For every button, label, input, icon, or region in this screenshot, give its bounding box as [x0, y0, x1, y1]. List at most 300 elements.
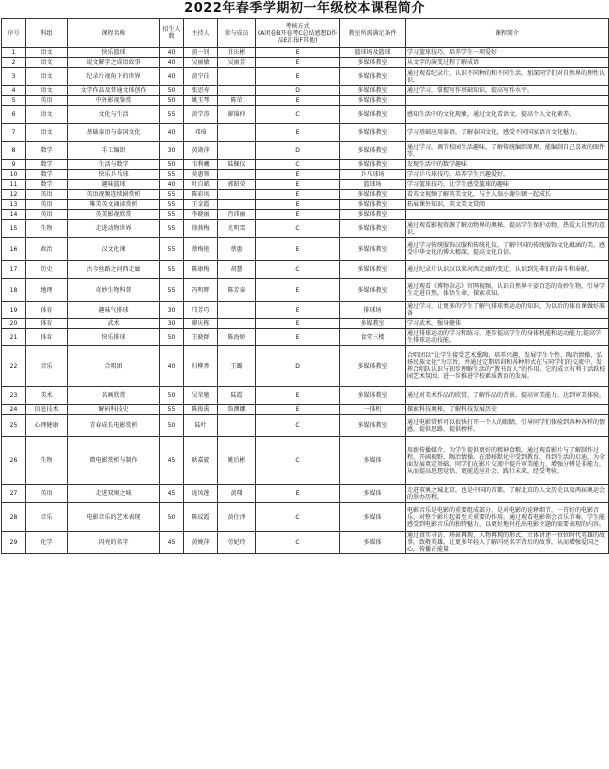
- cell-exam: C: [256, 220, 340, 238]
- cell-members: [218, 302, 256, 319]
- cell-room: 多媒教室: [340, 319, 406, 329]
- header-members: 参与成员: [218, 19, 256, 48]
- cell-intro: 学习篮球技巧，让学生感受篮球的趣味: [406, 180, 609, 190]
- cell-no: 20: [2, 319, 26, 329]
- cell-quota: 50: [160, 387, 184, 405]
- header-no: 序号: [2, 19, 26, 48]
- cell-room: 多媒体教室: [340, 415, 406, 437]
- cell-course: 古今丝路之河西走廊: [68, 261, 160, 279]
- cell-no: 24: [2, 405, 26, 415]
- cell-intro: 拓展课外知识，英文美文赏阅: [406, 200, 609, 210]
- cell-host: 陈彩凤: [184, 190, 218, 200]
- cell-members: 陈荣: [218, 96, 256, 106]
- cell-exam: E: [256, 485, 340, 503]
- cell-exam: C: [256, 261, 340, 279]
- cell-subject: 音乐: [26, 503, 68, 532]
- cell-no: 16: [2, 238, 26, 261]
- cell-exam: E: [256, 96, 340, 106]
- cell-quota: 55: [160, 238, 184, 261]
- cell-subject: 体育: [26, 329, 68, 346]
- cell-course: 武术: [68, 319, 160, 329]
- cell-course: 奇妙生物科普: [68, 279, 160, 302]
- cell-course: 快乐排球: [68, 329, 160, 346]
- cell-host: 耿嘉旋: [184, 437, 218, 485]
- cell-members: [218, 415, 256, 437]
- cell-no: 17: [2, 261, 26, 279]
- cell-members: 尤明雪: [218, 220, 256, 238]
- cell-course: 文化与生活: [68, 106, 160, 124]
- table-row: [2, 437, 609, 485]
- cell-exam: E: [256, 68, 340, 86]
- cell-host: 徐燕梅: [184, 220, 218, 238]
- cell-intro: 学习篮球技巧，培养学生一项爱好: [406, 48, 609, 58]
- cell-no: 26: [2, 437, 26, 485]
- cell-course: 闪亮的名字: [68, 532, 160, 554]
- cell-intro: 看英文视频了解英美文化，与主人翁小谢尔顿一起成长: [406, 190, 609, 200]
- cell-members: 詹濒娜: [218, 405, 256, 415]
- header-host: 主持人: [184, 19, 218, 48]
- cell-room: 多媒体教室: [340, 220, 406, 238]
- cell-room: 多媒体: [340, 503, 406, 532]
- cell-intro: 通过排球运动的学习和练习，逐步提高学生的身体机能和运动能力;提高学生排球运动技能。: [406, 329, 609, 346]
- cell-subject: 英语: [26, 200, 68, 210]
- cell-members: 吴丽芳: [218, 58, 256, 68]
- cell-exam: E: [256, 58, 340, 68]
- cell-exam: C: [256, 106, 340, 124]
- cell-no: 6: [2, 106, 26, 124]
- cell-room: 篮球场: [340, 180, 406, 190]
- table-row: [2, 58, 609, 68]
- cell-no: 4: [2, 86, 26, 96]
- cell-room: 乒乓球场: [340, 170, 406, 180]
- cell-host: 蔡梅艳: [184, 238, 218, 261]
- cell-subject: 美术: [26, 387, 68, 405]
- cell-no: 28: [2, 503, 26, 532]
- cell-exam: E: [256, 405, 340, 415]
- cell-course: 说文解字之成语故事: [68, 58, 160, 68]
- cell-intro: [406, 96, 609, 106]
- cell-no: 2: [2, 58, 26, 68]
- cell-no: 5: [2, 96, 26, 106]
- cell-quota: 30: [160, 142, 184, 160]
- cell-host: 归柳香: [184, 346, 218, 387]
- cell-members: [218, 170, 256, 180]
- table-row: [2, 238, 609, 261]
- cell-members: 陆佩仪: [218, 160, 256, 170]
- cell-host: 莫惠领: [184, 170, 218, 180]
- cell-room: 多媒体教室: [340, 124, 406, 142]
- cell-members: 陈海娇: [218, 329, 256, 346]
- cell-intro: 探索科技奥秘，了解科技发展历史: [406, 405, 609, 415]
- cell-no: 10: [2, 170, 26, 180]
- cell-room: 多媒体教室: [340, 210, 406, 220]
- cell-host: 王金霞: [184, 200, 218, 210]
- cell-room: 多媒体教室: [340, 142, 406, 160]
- cell-no: 29: [2, 532, 26, 554]
- cell-course: 生活与数学: [68, 160, 160, 170]
- cell-course: 电影音乐的艺术表现: [68, 503, 160, 532]
- cell-room: 多媒体: [340, 532, 406, 554]
- cell-intro: 从文字的演变过程了解成语: [406, 58, 609, 68]
- table-row: [2, 302, 609, 319]
- cell-quota: 30: [160, 302, 184, 319]
- cell-members: [218, 86, 256, 96]
- cell-subject: 语文: [26, 68, 68, 86]
- cell-subject: 数学: [26, 180, 68, 190]
- cell-course: 合唱团: [68, 346, 160, 387]
- cell-exam: D: [256, 346, 340, 387]
- cell-room: 多媒体: [340, 485, 406, 503]
- cell-course: 汉文化课: [68, 238, 160, 261]
- cell-room: 食堂三楼: [340, 329, 406, 346]
- cell-course: 趣味气排球: [68, 302, 160, 319]
- cell-no: 9: [2, 160, 26, 170]
- cell-members: 甘庆彬: [218, 48, 256, 58]
- cell-host: 吴丽敏: [184, 58, 218, 68]
- cell-quota: 55: [160, 200, 184, 210]
- cell-members: 郭昭荣: [218, 180, 256, 190]
- cell-course: 英美影视欣赏: [68, 210, 160, 220]
- cell-course: 纪录片视角下的世界: [68, 68, 160, 86]
- cell-host: 冯明辉: [184, 279, 218, 302]
- cell-host: 姚玉琴: [184, 96, 218, 106]
- cell-quota: 55: [160, 190, 184, 200]
- cell-host: 庞凤莲: [184, 485, 218, 503]
- cell-room: 多媒体教室: [340, 261, 406, 279]
- table-row: [2, 68, 609, 86]
- cell-host: 黄一钊: [184, 48, 218, 58]
- header-course: 课程名称: [68, 19, 160, 48]
- cell-intro: 通过对美术作品的欣赏，了解作品的背景，提高审美能力，达到审美体验。: [406, 387, 609, 405]
- table-header-row: [2, 19, 609, 48]
- cell-members: [218, 68, 256, 86]
- cell-course: 走进双奥之城: [68, 485, 160, 503]
- cell-room: 篮球场及篮球: [340, 48, 406, 58]
- cell-members: 陈芳泰: [218, 279, 256, 302]
- cell-course: 英语视频连续剧赏析: [68, 190, 160, 200]
- table-body: [2, 48, 609, 554]
- cell-intro: 通过学习，让更多的学生了解气排球类运动的知识，为以后的体育课做好准备: [406, 302, 609, 319]
- cell-members: 蔡惠: [218, 238, 256, 261]
- cell-subject: 心理健康: [26, 415, 68, 437]
- cell-no: 12: [2, 190, 26, 200]
- cell-host: 陆叶: [184, 415, 218, 437]
- cell-subject: 音乐: [26, 346, 68, 387]
- cell-exam: E: [256, 180, 340, 190]
- cell-exam: E: [256, 329, 340, 346]
- cell-intro: 通过真实寻访、场景再现、人物再现的形式，立体讲述一位位时代英雄的故事，致敬英雄，让更多年轻人了解闪亮名字背后的故事，从而增强爱国之心，传播正能量: [406, 532, 609, 554]
- table-row: [2, 415, 609, 437]
- cell-host: 陈玟霞: [184, 503, 218, 532]
- cell-subject: 英语: [26, 190, 68, 200]
- cell-intro: 通过观看《博物杂志》官网视频，认识自然界千姿百态的奇妙生物，引导学生走进自然，体悟生命，探索求知。: [406, 279, 609, 302]
- cell-host: 黄勋萍: [184, 142, 218, 160]
- cell-members: 王璐: [218, 346, 256, 387]
- cell-no: 15: [2, 220, 26, 238]
- cell-quota: 55: [160, 220, 184, 238]
- page-title: 2022年春季学期初一年级校本课程简介: [184, 1, 425, 16]
- cell-exam: E: [256, 48, 340, 58]
- cell-intro: 通过观看影视资源了解动物界的奥秘，提高学生保护动物、热爱大自然的意识。: [406, 220, 609, 238]
- cell-host: 陈俊禹: [184, 405, 218, 415]
- cell-no: 7: [2, 124, 26, 142]
- cell-course: 趣味篮球: [68, 180, 160, 190]
- table-row: [2, 485, 609, 503]
- cell-quota: 40: [160, 124, 184, 142]
- cell-members: 胡慧: [218, 261, 256, 279]
- cell-subject: 语文: [26, 58, 68, 68]
- cell-members: [218, 319, 256, 329]
- cell-course: 走进动物世界: [68, 220, 160, 238]
- cell-subject: 语文: [26, 106, 68, 124]
- cell-quota: 50: [160, 160, 184, 170]
- cell-room: 多媒体教室: [340, 106, 406, 124]
- cell-host: 廖庆栋: [184, 319, 218, 329]
- cell-quota: 50: [160, 86, 184, 96]
- cell-intro: 发现生活中的数学趣味: [406, 160, 609, 170]
- cell-course: 名画欣赏: [68, 387, 160, 405]
- cell-course: 快乐篮球: [68, 48, 160, 58]
- cell-host: 黄婉萍: [184, 532, 218, 554]
- course-table: [1, 18, 609, 554]
- cell-intro: 通过学习，调节校园生活趣味，了解传统编织原理，能编制自己喜欢的图件等。: [406, 142, 609, 160]
- cell-quota: 50: [160, 329, 184, 346]
- table-row: [2, 503, 609, 532]
- cell-subject: 生物: [26, 220, 68, 238]
- table-row: [2, 48, 609, 58]
- cell-subject: 语文: [26, 124, 68, 142]
- cell-quota: 50: [160, 415, 184, 437]
- table-row: [2, 124, 609, 142]
- cell-room: 多媒体教室: [340, 200, 406, 210]
- cell-no: 27: [2, 485, 26, 503]
- cell-quota: 40: [160, 48, 184, 58]
- cell-room: 多媒体教室: [340, 279, 406, 302]
- cell-host: 叶自斌: [184, 180, 218, 190]
- cell-quota: 40: [160, 346, 184, 387]
- cell-no: 8: [2, 142, 26, 160]
- cell-intro: 学习乒乓球技巧，培养学生兴趣爱好。: [406, 170, 609, 180]
- cell-intro: 通过观看纪录片，认识不同种的和不同生活，加深同学们对自然界的理性认识。: [406, 68, 609, 86]
- cell-room: 多媒体: [340, 437, 406, 485]
- cell-quota: 40: [160, 68, 184, 86]
- cell-room: 排球场: [340, 302, 406, 319]
- table-row: [2, 405, 609, 415]
- cell-no: 1: [2, 48, 26, 58]
- cell-members: 劳妃玲: [218, 532, 256, 554]
- cell-host: 黄学涛: [184, 106, 218, 124]
- cell-host: 邝芳巧: [184, 302, 218, 319]
- cell-course: 文学作品及普通文体创作: [68, 86, 160, 96]
- table-row: [2, 532, 609, 554]
- cell-members: 廖锦仲: [218, 106, 256, 124]
- cell-quota: 55: [160, 261, 184, 279]
- cell-quota: 50: [160, 503, 184, 532]
- cell-exam: E: [256, 238, 340, 261]
- table-row: [2, 96, 609, 106]
- cell-room: 一体机: [340, 405, 406, 415]
- table-row: [2, 190, 609, 200]
- cell-course: 青春成长电影赏析: [68, 415, 160, 437]
- cell-subject: 数学: [26, 142, 68, 160]
- cell-exam: C: [256, 437, 340, 485]
- cell-intro: 合唱团以“让学生接受艺术熏陶，培养兴趣，发展学生个性，陶冶情操，弘扬民族文化”为宗旨，并通过定期培训和各种形式在与同学们的交流中，发挥合唱队认识与初步理解生活的“教书育人”的作用。它的成立有利于活跃校园艺术氛围，进一步推进学校素质教育的发展。: [406, 346, 609, 387]
- cell-host: 李晓丽: [184, 210, 218, 220]
- cell-host: 黄宁佳: [184, 68, 218, 86]
- cell-host: 陈康梅: [184, 261, 218, 279]
- cell-course: 手工编织: [68, 142, 160, 160]
- table-row: [2, 180, 609, 190]
- cell-no: 11: [2, 180, 26, 190]
- cell-members: 肖沛丽: [218, 210, 256, 220]
- cell-exam: E: [256, 170, 340, 180]
- table-row: [2, 200, 609, 210]
- cell-no: 14: [2, 210, 26, 220]
- table-row: [2, 329, 609, 346]
- cell-room: 多媒体教室: [340, 346, 406, 387]
- cell-course: 解码科技史: [68, 405, 160, 415]
- table-row: [2, 106, 609, 124]
- cell-subject: 英语: [26, 485, 68, 503]
- cell-subject: 语文: [26, 48, 68, 58]
- cell-no: 18: [2, 279, 26, 302]
- cell-host: 韦利曦: [184, 160, 218, 170]
- header-exam-title: 考核方式: [285, 22, 310, 30]
- table-row: [2, 346, 609, 387]
- cell-intro: 用新传播媒介，为学生提供更好的精神食粮，通过观看影片与了解制作过程，开阔视野，陶冶情操。在潜移默化中受到教育，得到生活的启迪，为全面发展奠定基础。同学们在影片交流中提升审美能力，增强分辨是非能力，从而提高思想觉悟，更能适应社会，践行未来，经受考验。: [406, 437, 609, 485]
- cell-no: 21: [2, 329, 26, 346]
- cell-members: 黄仕泽: [218, 503, 256, 532]
- header-quota: 招生人数: [160, 19, 184, 48]
- table-row: [2, 142, 609, 160]
- cell-room: 多媒体教室: [340, 387, 406, 405]
- table-row: [2, 220, 609, 238]
- cell-room: 多媒体教室: [340, 160, 406, 170]
- cell-quota: 30: [160, 319, 184, 329]
- cell-subject: 数学: [26, 160, 68, 170]
- cell-subject: 地理: [26, 279, 68, 302]
- table-row: [2, 279, 609, 302]
- cell-quota: 55: [160, 405, 184, 415]
- header-exam-legend: (A闭卷B开卷考C总结感想D作品E汇报F其他): [257, 29, 338, 44]
- cell-subject: 历史: [26, 261, 68, 279]
- cell-intro: 通过电影赏析可以很快打开一个人的眼睛，引导同学们体验到各种各样的情感，提供思路，提供榜样。: [406, 415, 609, 437]
- cell-exam: E: [256, 200, 340, 210]
- cell-subject: 化学: [26, 532, 68, 554]
- table-row: [2, 170, 609, 180]
- cell-intro: 学习武术，强身健体: [406, 319, 609, 329]
- cell-room: 多媒体教室: [340, 238, 406, 261]
- cell-members: [218, 142, 256, 160]
- cell-exam: E: [256, 387, 340, 405]
- header-intro: 课程简介: [406, 19, 609, 48]
- cell-room: 多媒体教室: [340, 190, 406, 200]
- cell-intro: 通过学习传统服饰汉服和传统礼仪，了解中国的传统服饰文化蕴涵的美，感受中华文化的博大精深，提高文化自信。: [406, 238, 609, 261]
- cell-exam: E: [256, 302, 340, 319]
- cell-course: 基础泰语与泰国文化: [68, 124, 160, 142]
- header-room: 教室所需满足条件: [340, 19, 406, 48]
- cell-no: 25: [2, 415, 26, 437]
- cell-exam: C: [256, 160, 340, 170]
- cell-members: [218, 190, 256, 200]
- cell-quota: 40: [160, 180, 184, 190]
- cell-quota: 45: [160, 532, 184, 554]
- cell-intro: [406, 210, 609, 220]
- cell-quota: 55: [160, 170, 184, 180]
- cell-exam: C: [256, 415, 340, 437]
- table-row: [2, 319, 609, 329]
- cell-quota: 55: [160, 279, 184, 302]
- table-row: [2, 86, 609, 96]
- cell-no: 19: [2, 302, 26, 319]
- cell-exam: C: [256, 532, 340, 554]
- cell-exam: E: [256, 279, 340, 302]
- cell-course: 快乐乒乓球: [68, 170, 160, 180]
- cell-intro: 通过学习，掌握写作基础知识，提高写作水平。: [406, 86, 609, 96]
- cell-host: 王晓群: [184, 329, 218, 346]
- cell-subject: 英语: [26, 96, 68, 106]
- cell-subject: 英语: [26, 210, 68, 220]
- cell-exam: E: [256, 210, 340, 220]
- cell-intro: 感知生活中的文化现象，通过文化看语文，提高个人文化素养。: [406, 106, 609, 124]
- cell-subject: 生物: [26, 437, 68, 485]
- cell-subject: 体育: [26, 302, 68, 319]
- cell-room: 多媒体教室: [340, 96, 406, 106]
- table-row: [2, 210, 609, 220]
- cell-intro: 电影音乐是电影的重要组成部分，是对电影的诠释细节，一首好的电影音乐，对整个影片起着至关重要的作用。通过观看电影领会音乐节奏，学生能感受到电影音乐的独特魅力，以更好地衬托出电影主题的需要表现的内容。: [406, 503, 609, 532]
- table-row: [2, 160, 609, 170]
- cell-subject: 体育: [26, 319, 68, 329]
- cell-subject: 政治: [26, 238, 68, 261]
- header-exam: [256, 19, 340, 48]
- cell-quota: 40: [160, 58, 184, 68]
- table-row: [2, 261, 609, 279]
- cell-exam: E: [256, 124, 340, 142]
- cell-room: 多媒体教室: [340, 58, 406, 68]
- cell-exam: C: [256, 503, 340, 532]
- cell-room: 多媒体教室: [340, 68, 406, 86]
- cell-quota: 55: [160, 106, 184, 124]
- table-row: [2, 387, 609, 405]
- cell-quota: 45: [160, 437, 184, 485]
- cell-members: 陆霞: [218, 387, 256, 405]
- cell-exam: D: [256, 86, 340, 96]
- cell-members: 姚后彬: [218, 437, 256, 485]
- cell-course: 微电影赏析与制作: [68, 437, 160, 485]
- cell-members: [218, 124, 256, 142]
- cell-quota: 55: [160, 210, 184, 220]
- cell-subject: 信息技术: [26, 405, 68, 415]
- cell-members: 黄翔: [218, 485, 256, 503]
- cell-host: 张思寿: [184, 86, 218, 96]
- cell-room: 多媒体教室: [340, 86, 406, 96]
- cell-intro: 走进双奥之城北京，也是中国的首都，了解北京的人文历史以及两届奥运会的举办历程。: [406, 485, 609, 503]
- cell-no: 23: [2, 387, 26, 405]
- cell-course: 唯美英文诵读赏析: [68, 200, 160, 210]
- cell-intro: 学习基础应用泰语，了解泰国文化，感受不同国家语言文化魅力。: [406, 124, 609, 142]
- cell-quota: 45: [160, 485, 184, 503]
- cell-no: 3: [2, 68, 26, 86]
- header-subject: 科组: [26, 19, 68, 48]
- cell-host: 吴荣驰: [184, 387, 218, 405]
- cell-host: 邓琦: [184, 124, 218, 142]
- cell-intro: 通过纪录片认识汉以来河西走廊的变迁，认识到先辈们的奋斗和奉献。: [406, 261, 609, 279]
- cell-exam: D: [256, 142, 340, 160]
- cell-course: 中外影视鉴赏: [68, 96, 160, 106]
- cell-subject: 语文: [26, 86, 68, 96]
- cell-members: [218, 200, 256, 210]
- cell-exam: E: [256, 319, 340, 329]
